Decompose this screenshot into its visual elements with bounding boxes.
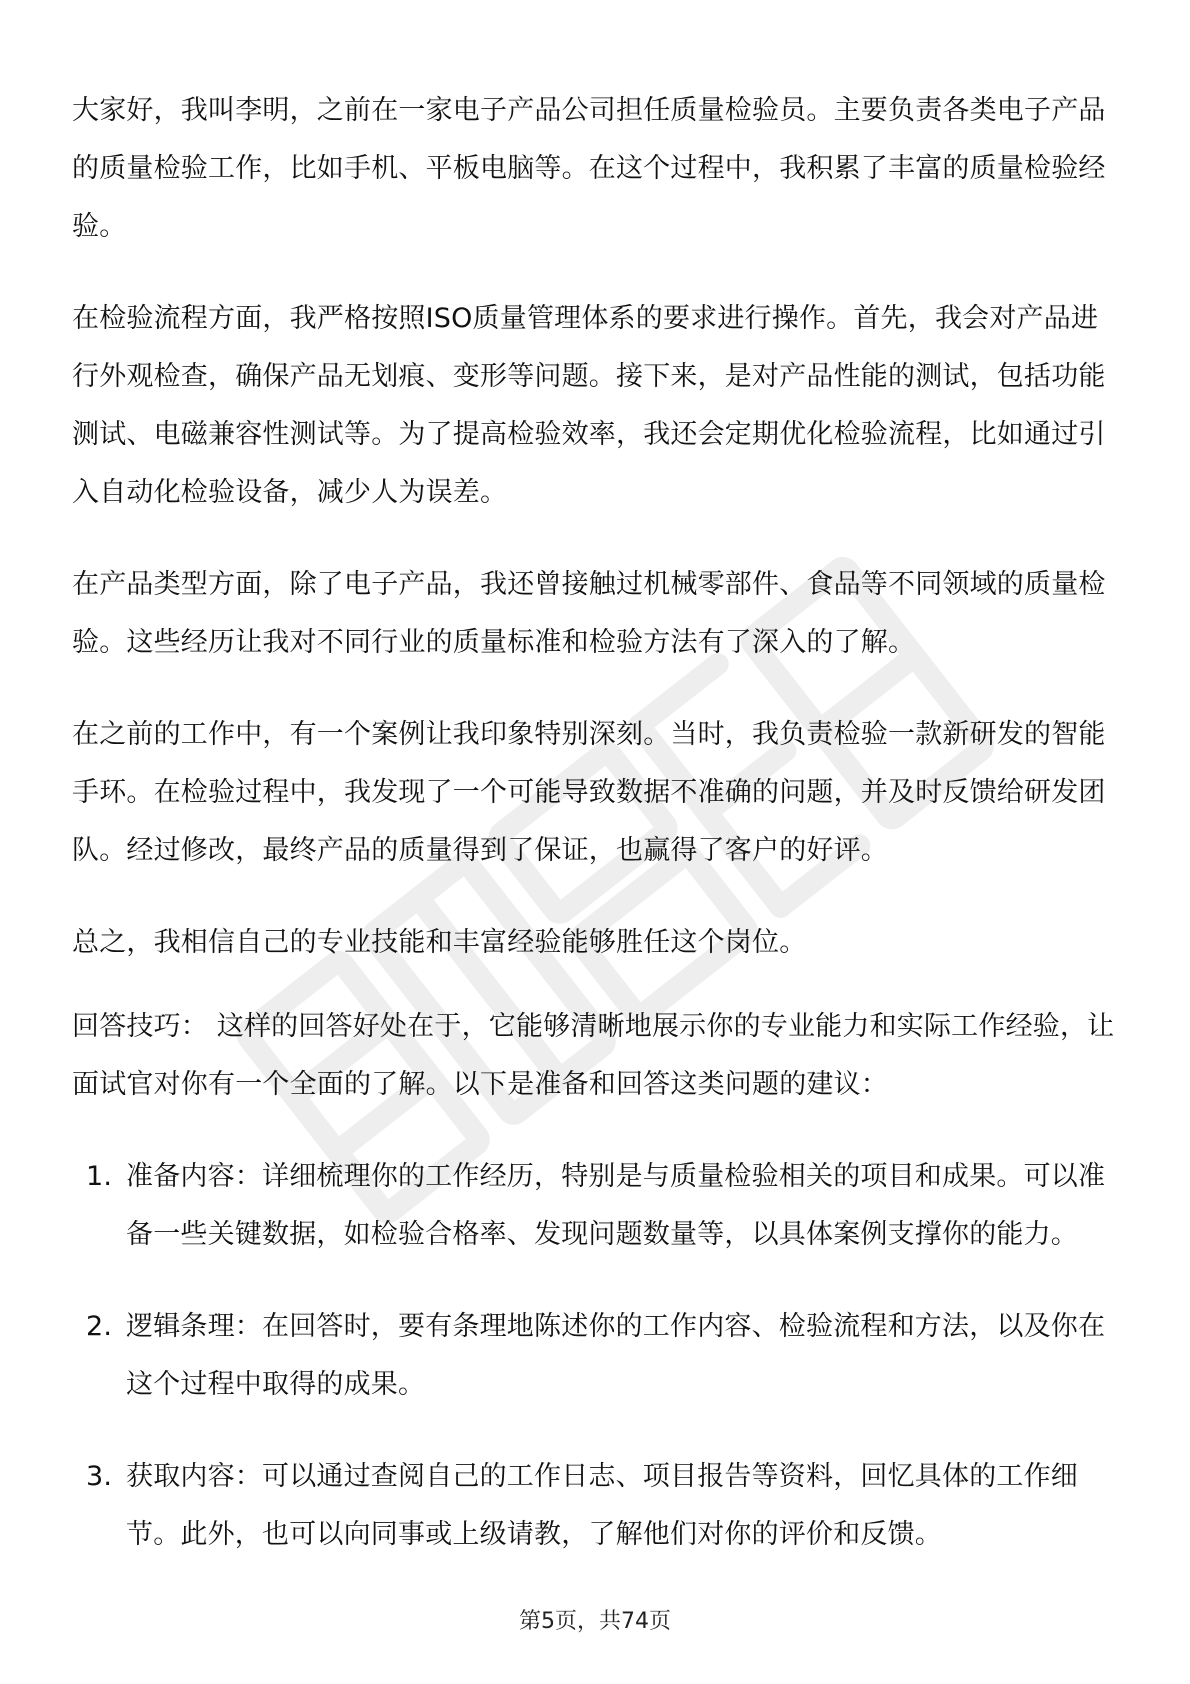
paragraph-answer-tips: 回答技巧： 这样的回答好处在于，它能够清晰地展示你的专业能力和实际工作经验，让面试官对你有一个全面的了解。以下是准备和回答这类问题的建议： <box>72 1011 1115 1100</box>
list-text: 获取内容：可以通过查阅自己的工作日志、项目报告等资料，回忆具体的工作细节。此外，也可以向同事或上级请教，了解他们对你的评价和反馈。 <box>126 1461 1078 1550</box>
list-text: 逻辑条理：在回答时，要有条理地陈述你的工作内容、检验流程和方法，以及你在这个过程中取得的成果。 <box>126 1311 1106 1400</box>
paragraph-case-study: 在之前的工作中，有一个案例让我印象特别深刻。当时，我负责检验一款新研发的智能手环。在检验过程中，我发现了一个可能导致数据不准确的问题，并及时反馈给研发团队。经过修改，最终产品的质量得到了保证，也赢得了客户的好评。 <box>72 719 1106 866</box>
document-body <box>72 82 1120 1598</box>
paragraph-inspection-process: 在检验流程方面，我严格按照ISO质量管理体系的要求进行操作。首先，我会对产品进行外观检查，确保产品无划痕、变形等问题。接下来，是对产品性能的测试，包括功能测试、电磁兼容性测试等。为了提高检验效率，我还会定期优化检验流程，比如通过引入自动化检验设备，减少人为误差。 <box>72 303 1106 508</box>
paragraph-summary: 总之，我相信自己的专业技能和丰富经验能够胜任这个岗位。 <box>72 927 807 958</box>
paragraph-product-types: 在产品类型方面，除了电子产品，我还曾接触过机械零部件、食品等不同领域的质量检验。这些经历让我对不同行业的质量标准和检验方法有了深入的了解。 <box>72 569 1106 658</box>
list-item <box>72 1148 1120 1264</box>
list-number: 2. <box>86 1311 113 1342</box>
list-number: 1. <box>86 1161 113 1192</box>
page-footer: 第5页，共74页 <box>519 1609 671 1634</box>
list-text: 准备内容：详细梳理你的工作经历，特别是与质量检验相关的项目和成果。可以准备一些关键数据，如检验合格率、发现问题数量等，以具体案例支撑你的能力。 <box>126 1161 1106 1250</box>
list-number: 3. <box>86 1461 113 1492</box>
list-item <box>72 1298 1120 1414</box>
list-item <box>72 1448 1120 1564</box>
paragraph-intro: 大家好，我叫李明，之前在一家电子产品公司担任质量检验员。主要负责各类电子产品的质量检验工作，比如手机、平板电脑等。在这个过程中，我积累了丰富的质量检验经验。 <box>72 95 1106 242</box>
tips-list <box>72 1148 1120 1564</box>
